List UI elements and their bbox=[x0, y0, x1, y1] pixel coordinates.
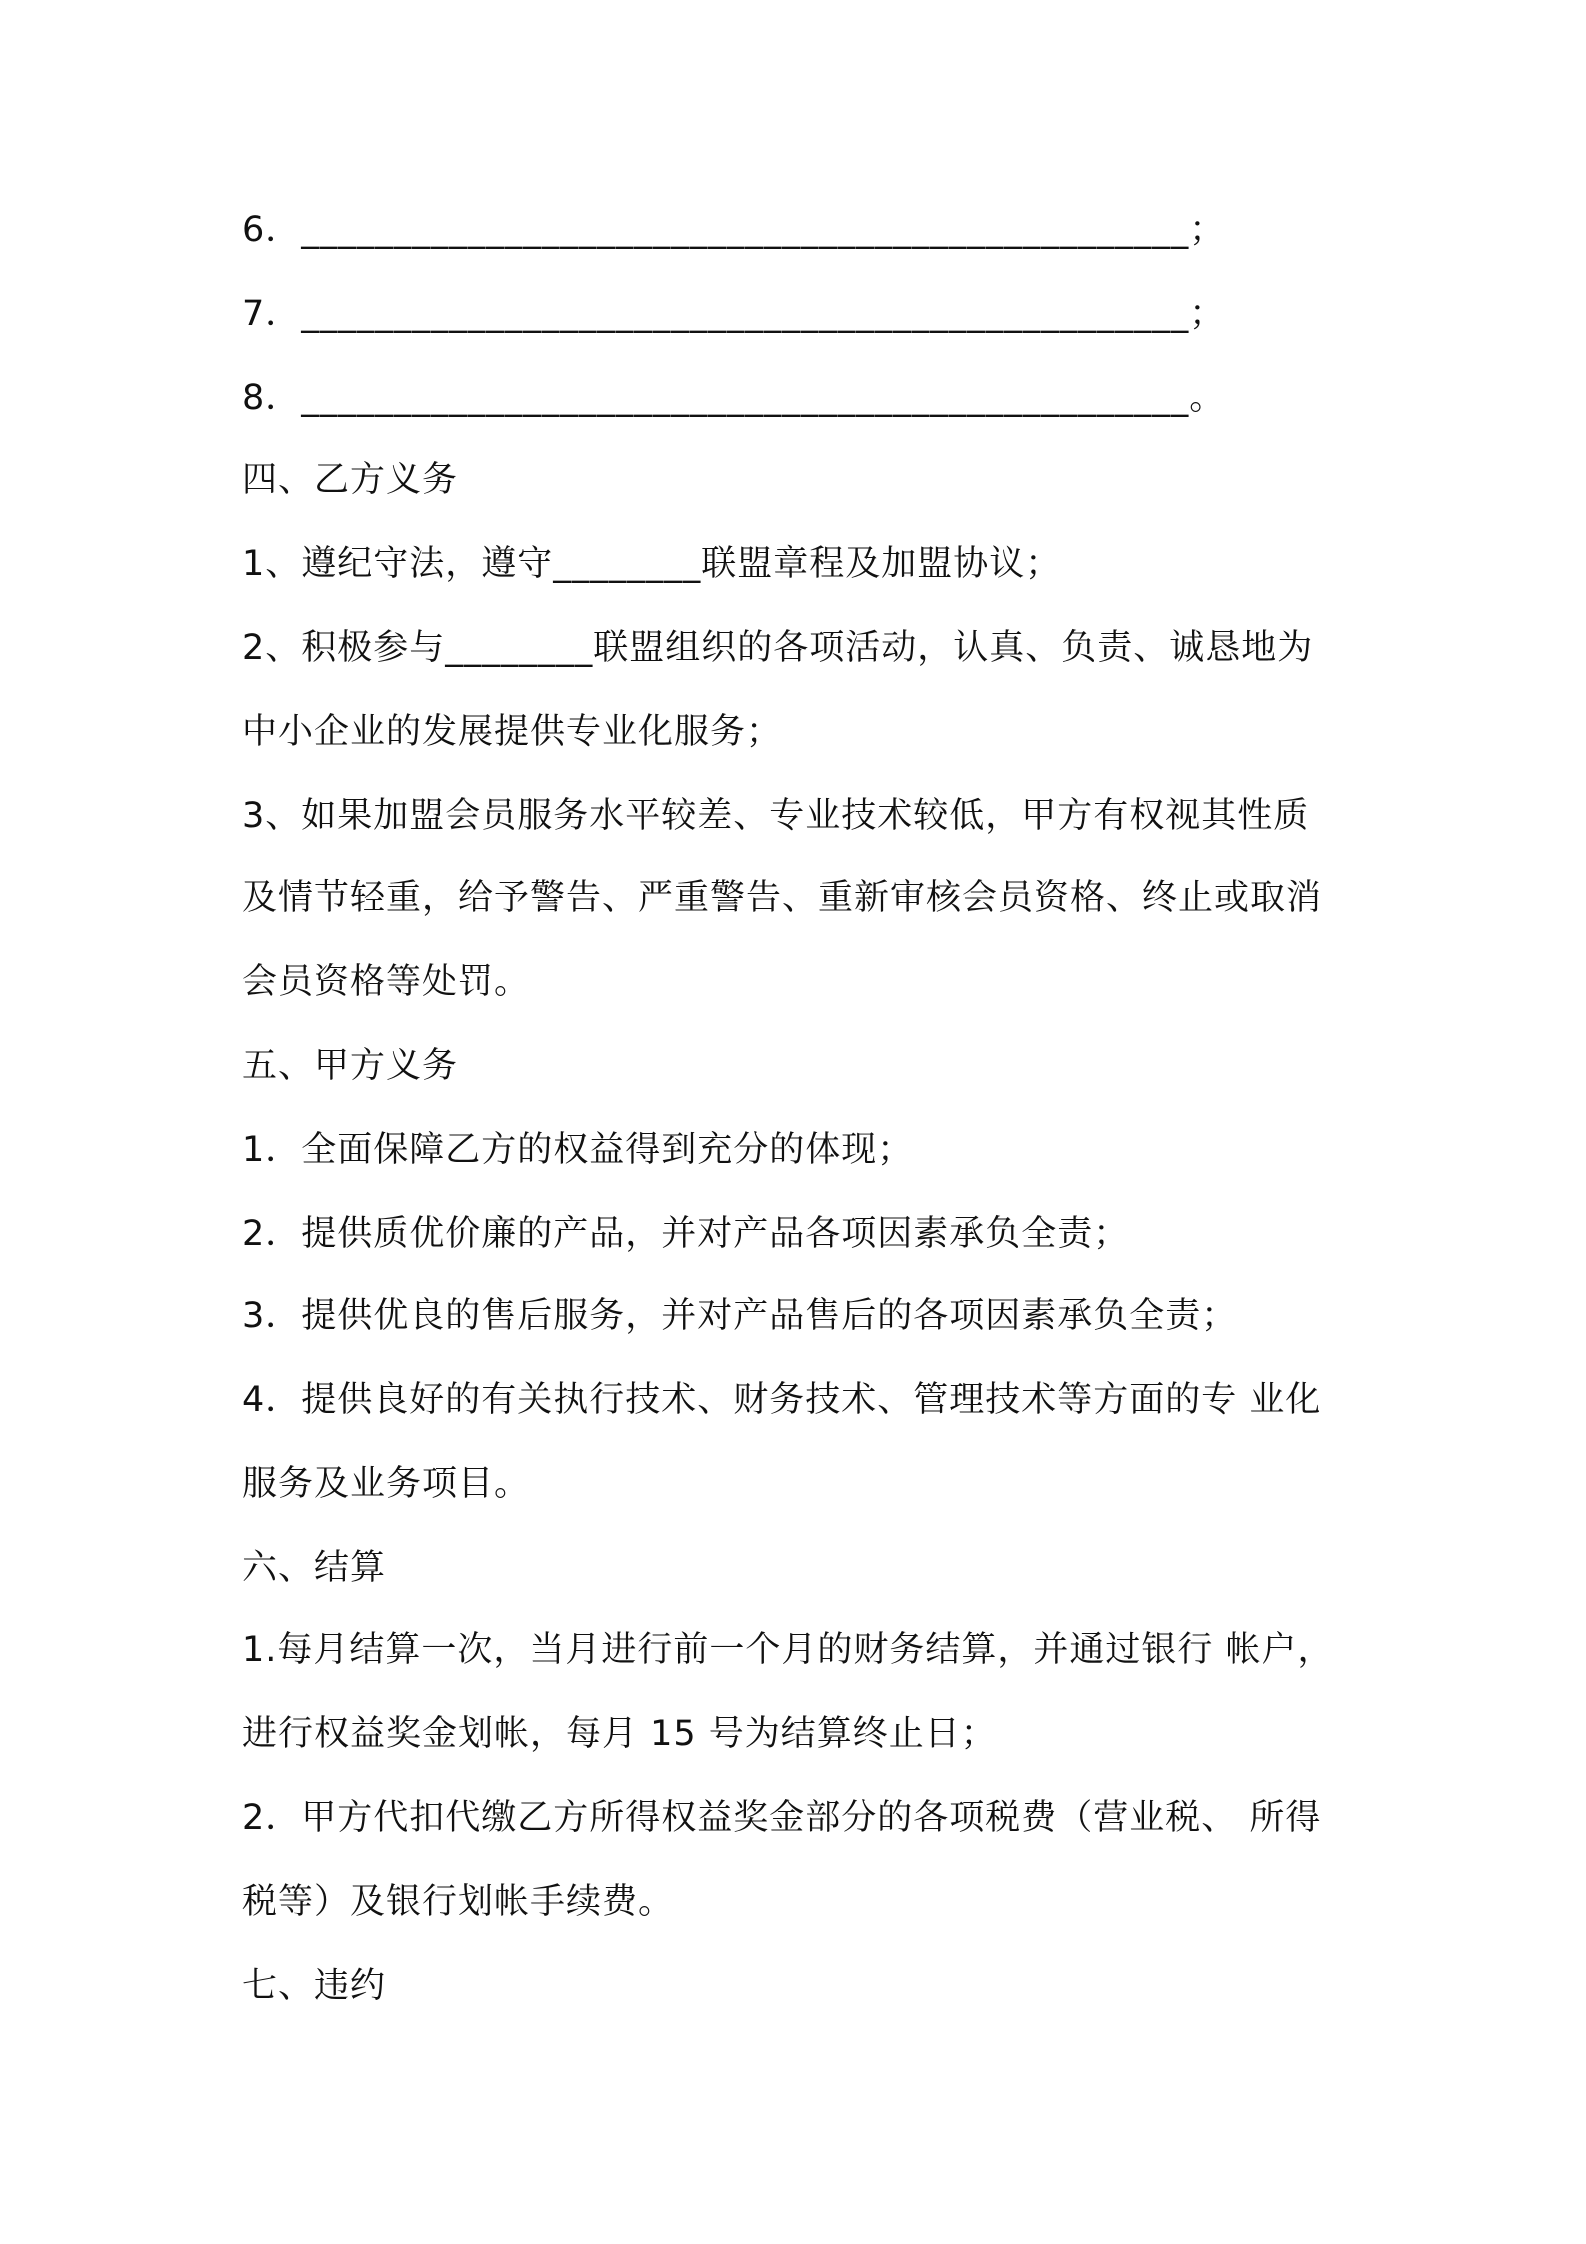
settlement-clause-1: 1.每月结算一次，当月进行前一个月的财务结算，并通过银行 帐户， bbox=[242, 1630, 1334, 1670]
blank-item-6: 6．________________________________________________； bbox=[242, 210, 1226, 250]
party-b-clause-3-cont: 及情节轻重，给予警告、严重警告、重新审核会员资格、终止或取消 bbox=[242, 878, 1323, 918]
section-heading-party-b: 四、乙方义务 bbox=[242, 460, 459, 500]
section-heading-breach: 七、违约 bbox=[242, 1966, 387, 2006]
party-b-clause-3: 3、如果加盟会员服务水平较差、专业技术较低，甲方有权视其性质 bbox=[242, 796, 1310, 836]
settlement-clause-2: 2．甲方代扣代缴乙方所得权益奖金部分的各项税费（营业税、 所得 bbox=[242, 1798, 1322, 1838]
party-a-clause-3: 3．提供优良的售后服务，并对产品售后的各项因素承负全责； bbox=[242, 1296, 1238, 1336]
party-a-clause-1: 1．全面保障乙方的权益得到充分的体现； bbox=[242, 1130, 914, 1170]
section-heading-settlement: 六、结算 bbox=[242, 1548, 387, 1588]
blank-item-7: 7．________________________________________________； bbox=[242, 294, 1226, 334]
party-b-clause-3-end: 会员资格等处罚。 bbox=[242, 962, 531, 1002]
settlement-clause-2-cont: 税等）及银行划帐手续费。 bbox=[242, 1882, 675, 1922]
party-b-clause-2: 2、积极参与________联盟组织的各项活动，认真、负责、诚恳地为 bbox=[242, 628, 1314, 668]
party-a-clause-2: 2．提供质优价廉的产品，并对产品各项因素承负全责； bbox=[242, 1214, 1130, 1254]
settlement-clause-1-cont: 进行权益奖金划帐，每月 15 号为结算终止日； bbox=[242, 1714, 997, 1754]
section-heading-party-a: 五、甲方义务 bbox=[242, 1046, 459, 1086]
party-a-clause-4: 4．提供良好的有关执行技术、财务技术、管理技术等方面的专 业化 bbox=[242, 1380, 1322, 1420]
party-a-clause-4-cont: 服务及业务项目。 bbox=[242, 1464, 531, 1504]
party-b-clause-2-cont: 中小企业的发展提供专业化服务； bbox=[242, 712, 783, 752]
blank-item-8: 8．________________________________________________。 bbox=[242, 378, 1226, 418]
party-b-clause-1: 1、遵纪守法，遵守________联盟章程及加盟协议； bbox=[242, 544, 1062, 584]
